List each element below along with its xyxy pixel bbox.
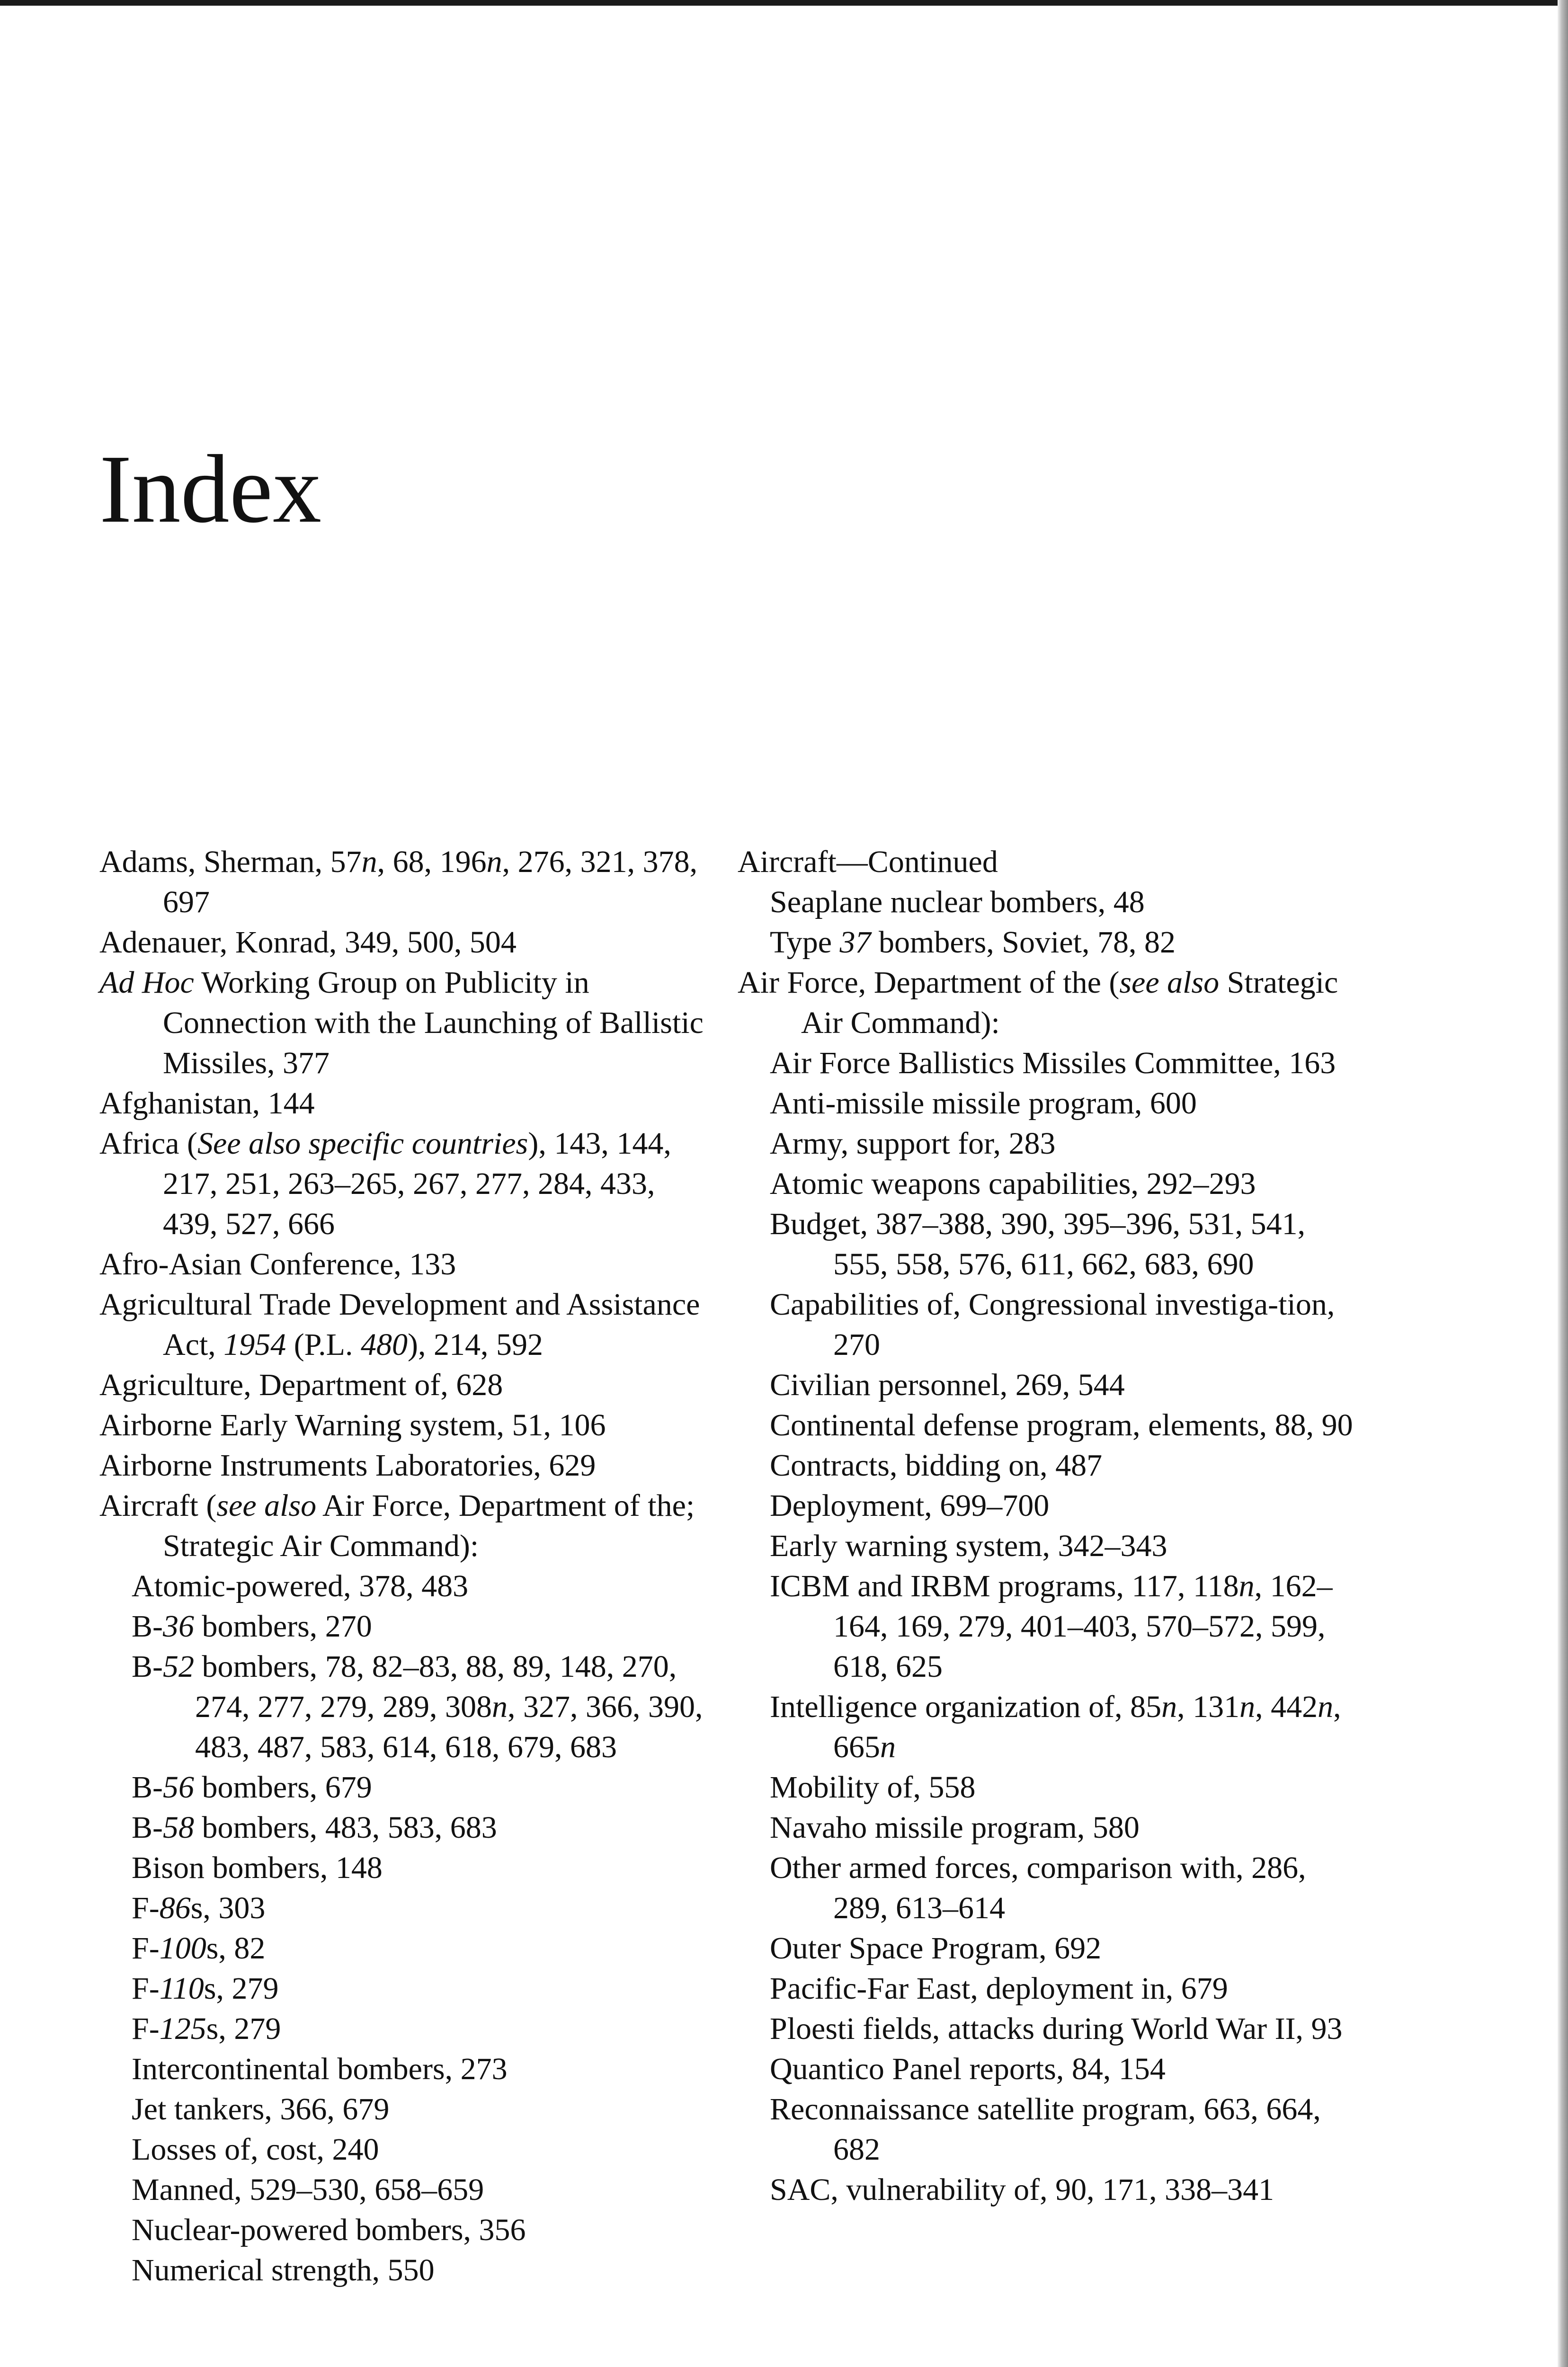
index-term-italic: n bbox=[486, 845, 502, 879]
index-term-italic: 58 bbox=[163, 1810, 194, 1845]
index-subentry bbox=[99, 2089, 715, 2129]
index-entry bbox=[99, 962, 715, 1083]
index-text: Deployment, 699–700 bbox=[770, 1488, 1050, 1523]
index-term-italic: n bbox=[1238, 1569, 1255, 1603]
index-subentry bbox=[738, 1284, 1367, 1365]
index-text: Jet tankers, 366, 679 bbox=[132, 2092, 390, 2127]
index-text: Air Force, Department of the; Strategic Air Command): bbox=[163, 1488, 695, 1563]
index-text: Type bbox=[770, 925, 840, 960]
index-entry bbox=[99, 1445, 715, 1486]
index-term-italic: n bbox=[1318, 1690, 1334, 1724]
index-text: bombers, 78, 82–83, 88, 89, 148, 270, 274, 277, 279, 289, 308 bbox=[194, 1649, 677, 1724]
index-term-italic: see also bbox=[216, 1488, 317, 1523]
index-entry bbox=[738, 842, 1367, 882]
index-entry bbox=[99, 922, 715, 962]
index-subentry bbox=[738, 2009, 1367, 2049]
index-text: Budget, 387–388, 390, 395–396, 531, 541, 555, 558, 576, 611, 662, 683, 690 bbox=[770, 1207, 1306, 1281]
index-text: B- bbox=[132, 1609, 163, 1644]
index-text: B- bbox=[132, 1649, 163, 1684]
index-term-italic: see also bbox=[1119, 965, 1220, 1000]
index-subentry bbox=[738, 1405, 1367, 1445]
top-rule bbox=[0, 0, 1568, 6]
index-subentry bbox=[99, 1848, 715, 1888]
index-term-italic: Ad Hoc bbox=[99, 965, 194, 1000]
index-text: (P.L. bbox=[286, 1327, 361, 1362]
index-subentry bbox=[99, 1646, 715, 1767]
index-text: Quantico Panel reports, 84, 154 bbox=[770, 2052, 1166, 2086]
index-text: Aircraft—Continued bbox=[738, 845, 998, 879]
index-text: Navaho missile program, 580 bbox=[770, 1810, 1140, 1845]
index-text: Agriculture, Department of, 628 bbox=[99, 1368, 503, 1402]
index-text: Strategic Air Command): bbox=[801, 965, 1338, 1040]
index-text: F- bbox=[132, 1971, 160, 2006]
index-term-italic: 56 bbox=[163, 1770, 194, 1805]
index-subentry bbox=[738, 1848, 1367, 1928]
index-text: Afro-Asian Conference, 133 bbox=[99, 1247, 456, 1281]
index-text: Numerical strength, 550 bbox=[132, 2253, 435, 2287]
index-subentry bbox=[738, 1807, 1367, 1848]
index-text: ), 143, 144, 217, 251, 263–265, 267, 277, 284, 433, 439, 527, 666 bbox=[163, 1126, 671, 1241]
index-text: B- bbox=[132, 1770, 163, 1805]
index-entry bbox=[99, 1083, 715, 1123]
index-text: Aircraft ( bbox=[99, 1488, 217, 1523]
index-subentry bbox=[738, 1566, 1367, 1687]
index-entry bbox=[738, 962, 1367, 1043]
index-entry bbox=[99, 1405, 715, 1445]
index-term-italic: 36 bbox=[163, 1609, 194, 1644]
index-subentry bbox=[738, 882, 1367, 922]
index-subentry bbox=[738, 1365, 1367, 1405]
index-text: B- bbox=[132, 1810, 163, 1845]
index-subentry bbox=[99, 1566, 715, 1606]
index-text: Agricultural Trade Development and Assistance Act, bbox=[99, 1287, 700, 1362]
index-term-italic: n bbox=[492, 1690, 508, 1724]
index-entry bbox=[99, 1365, 715, 1405]
index-text: Manned, 529–530, 658–659 bbox=[132, 2172, 484, 2207]
index-subentry bbox=[738, 1968, 1367, 2009]
page-edge bbox=[1558, 0, 1568, 2367]
index-term-italic: 37 bbox=[839, 925, 871, 960]
index-text: Anti-missile missile program, 600 bbox=[770, 1086, 1197, 1121]
index-text: Atomic-powered, 378, 483 bbox=[132, 1569, 469, 1603]
index-text: , 68, 196 bbox=[377, 845, 487, 879]
index-term-italic: 100 bbox=[159, 1931, 206, 1966]
index-subentry bbox=[738, 1204, 1367, 1284]
index-text: , 665 bbox=[833, 1690, 1341, 1764]
index-text: F- bbox=[132, 1891, 160, 1925]
index-subentry bbox=[738, 1083, 1367, 1123]
index-entry bbox=[99, 1244, 715, 1284]
index-text: Ploesti fields, attacks during World War II, 93 bbox=[770, 2011, 1343, 2046]
index-term-italic: n bbox=[361, 845, 377, 879]
index-subentry bbox=[738, 1164, 1367, 1204]
index-text: Capabilities of, Congressional investiga-tion, 270 bbox=[770, 1287, 1335, 1362]
index-term-italic: 52 bbox=[163, 1649, 194, 1684]
index-text: s, 279 bbox=[206, 2011, 281, 2046]
index-subentry bbox=[99, 2009, 715, 2049]
index-text: Other armed forces, comparison with, 286, 289, 613–614 bbox=[770, 1851, 1306, 1925]
index-text: Nuclear-powered bombers, 356 bbox=[132, 2213, 526, 2247]
index-term-italic: n bbox=[1239, 1690, 1256, 1724]
index-term-italic: 125 bbox=[159, 2011, 206, 2046]
index-text: , 276, 321, 378, 697 bbox=[163, 845, 698, 919]
index-subentry bbox=[738, 1445, 1367, 1486]
index-text: Airborne Instruments Laboratories, 629 bbox=[99, 1448, 596, 1483]
index-subentry bbox=[738, 1767, 1367, 1807]
index-text: Reconnaissance satellite program, 663, 664, 682 bbox=[770, 2092, 1321, 2167]
index-term-italic: 480 bbox=[360, 1327, 408, 1362]
index-subentry bbox=[99, 1767, 715, 1807]
index-text: Africa ( bbox=[99, 1126, 198, 1161]
index-subentry bbox=[99, 2210, 715, 2250]
index-term-italic: 1954 bbox=[223, 1327, 286, 1362]
index-text: bombers, 483, 583, 683 bbox=[194, 1810, 497, 1845]
index-text: SAC, vulnerability of, 90, 171, 338–341 bbox=[770, 2172, 1274, 2207]
index-term-italic: 110 bbox=[159, 1971, 204, 2006]
index-subentry bbox=[738, 1687, 1367, 1767]
index-subentry bbox=[738, 2049, 1367, 2089]
index-subentry bbox=[99, 1888, 715, 1928]
index-text: Bison bombers, 148 bbox=[132, 1851, 383, 1885]
index-text: Contracts, bidding on, 487 bbox=[770, 1448, 1103, 1483]
index-subentry bbox=[99, 1606, 715, 1646]
index-subentry bbox=[99, 1968, 715, 2009]
index-column-right bbox=[738, 842, 1367, 2210]
index-text: Working Group on Publicity in Connection with the Launching of Ballistic Missiles, 377 bbox=[163, 965, 704, 1080]
index-text: Pacific-Far East, deployment in, 679 bbox=[770, 1971, 1228, 2006]
index-text: ICBM and IRBM programs, 117, 118 bbox=[770, 1569, 1239, 1603]
index-term-italic: See also specific countries bbox=[197, 1126, 528, 1161]
index-term-italic: 86 bbox=[159, 1891, 191, 1925]
index-entry bbox=[99, 1486, 715, 1566]
index-subentry bbox=[738, 1123, 1367, 1164]
index-text: Intelligence organization of, 85 bbox=[770, 1690, 1162, 1724]
index-text: , 131 bbox=[1177, 1690, 1240, 1724]
index-subentry bbox=[99, 1807, 715, 1848]
index-entry bbox=[99, 1123, 715, 1244]
index-subentry bbox=[738, 2089, 1367, 2170]
index-text: , 327, 366, 390, 483, 487, 583, 614, 618, 679, 683 bbox=[195, 1690, 703, 1764]
index-subentry bbox=[99, 2129, 715, 2170]
index-text: Afghanistan, 144 bbox=[99, 1086, 315, 1121]
index-term-italic: n bbox=[880, 1730, 896, 1764]
index-subentry bbox=[738, 1928, 1367, 1968]
index-text: Atomic weapons capabilities, 292–293 bbox=[770, 1166, 1256, 1201]
index-text: Mobility of, 558 bbox=[770, 1770, 976, 1805]
index-text: F- bbox=[132, 2011, 160, 2046]
index-text: Continental defense program, elements, 88, 90 bbox=[770, 1408, 1353, 1442]
index-term-italic: n bbox=[1161, 1690, 1177, 1724]
index-text: bombers, Soviet, 78, 82 bbox=[871, 925, 1176, 960]
index-text: Adams, Sherman, 57 bbox=[99, 845, 362, 879]
index-subentry bbox=[99, 2250, 715, 2290]
index-text: bombers, 270 bbox=[194, 1609, 372, 1644]
index-text: , 442 bbox=[1255, 1690, 1318, 1724]
index-text: Civilian personnel, 269, 544 bbox=[770, 1368, 1125, 1402]
index-text: Losses of, cost, 240 bbox=[132, 2132, 379, 2167]
index-text: Army, support for, 283 bbox=[770, 1126, 1056, 1161]
index-subentry bbox=[738, 922, 1367, 962]
index-subentry bbox=[99, 2049, 715, 2089]
index-text: , 162–164, 169, 279, 401–403, 570–572, 599, 618, 625 bbox=[833, 1569, 1333, 1684]
index-text: Seaplane nuclear bombers, 48 bbox=[770, 885, 1145, 919]
index-text: Intercontinental bombers, 273 bbox=[132, 2052, 508, 2086]
index-column-left bbox=[99, 842, 715, 2290]
index-subentry bbox=[99, 1928, 715, 1968]
index-text: Adenauer, Konrad, 349, 500, 504 bbox=[99, 925, 517, 960]
index-text: Airborne Early Warning system, 51, 106 bbox=[99, 1408, 606, 1442]
index-subentry bbox=[99, 2170, 715, 2210]
index-text: bombers, 679 bbox=[194, 1770, 372, 1805]
index-text: s, 82 bbox=[206, 1931, 266, 1966]
index-subentry bbox=[738, 1043, 1367, 1083]
index-text: s, 303 bbox=[190, 1891, 266, 1925]
index-text: Early warning system, 342–343 bbox=[770, 1529, 1167, 1563]
index-subentry bbox=[738, 1526, 1367, 1566]
index-subentry bbox=[738, 1486, 1367, 1526]
index-text: Outer Space Program, 692 bbox=[770, 1931, 1102, 1966]
index-subentry bbox=[738, 2170, 1367, 2210]
index-entry bbox=[99, 1284, 715, 1365]
index-text: s, 279 bbox=[204, 1971, 279, 2006]
index-text: Air Force Ballistics Missiles Committee, 163 bbox=[770, 1046, 1336, 1080]
index-text: F- bbox=[132, 1931, 160, 1966]
page-title: Index bbox=[99, 435, 322, 543]
index-text: Air Force, Department of the ( bbox=[738, 965, 1120, 1000]
index-text: ), 214, 592 bbox=[407, 1327, 543, 1362]
index-entry bbox=[99, 842, 715, 922]
